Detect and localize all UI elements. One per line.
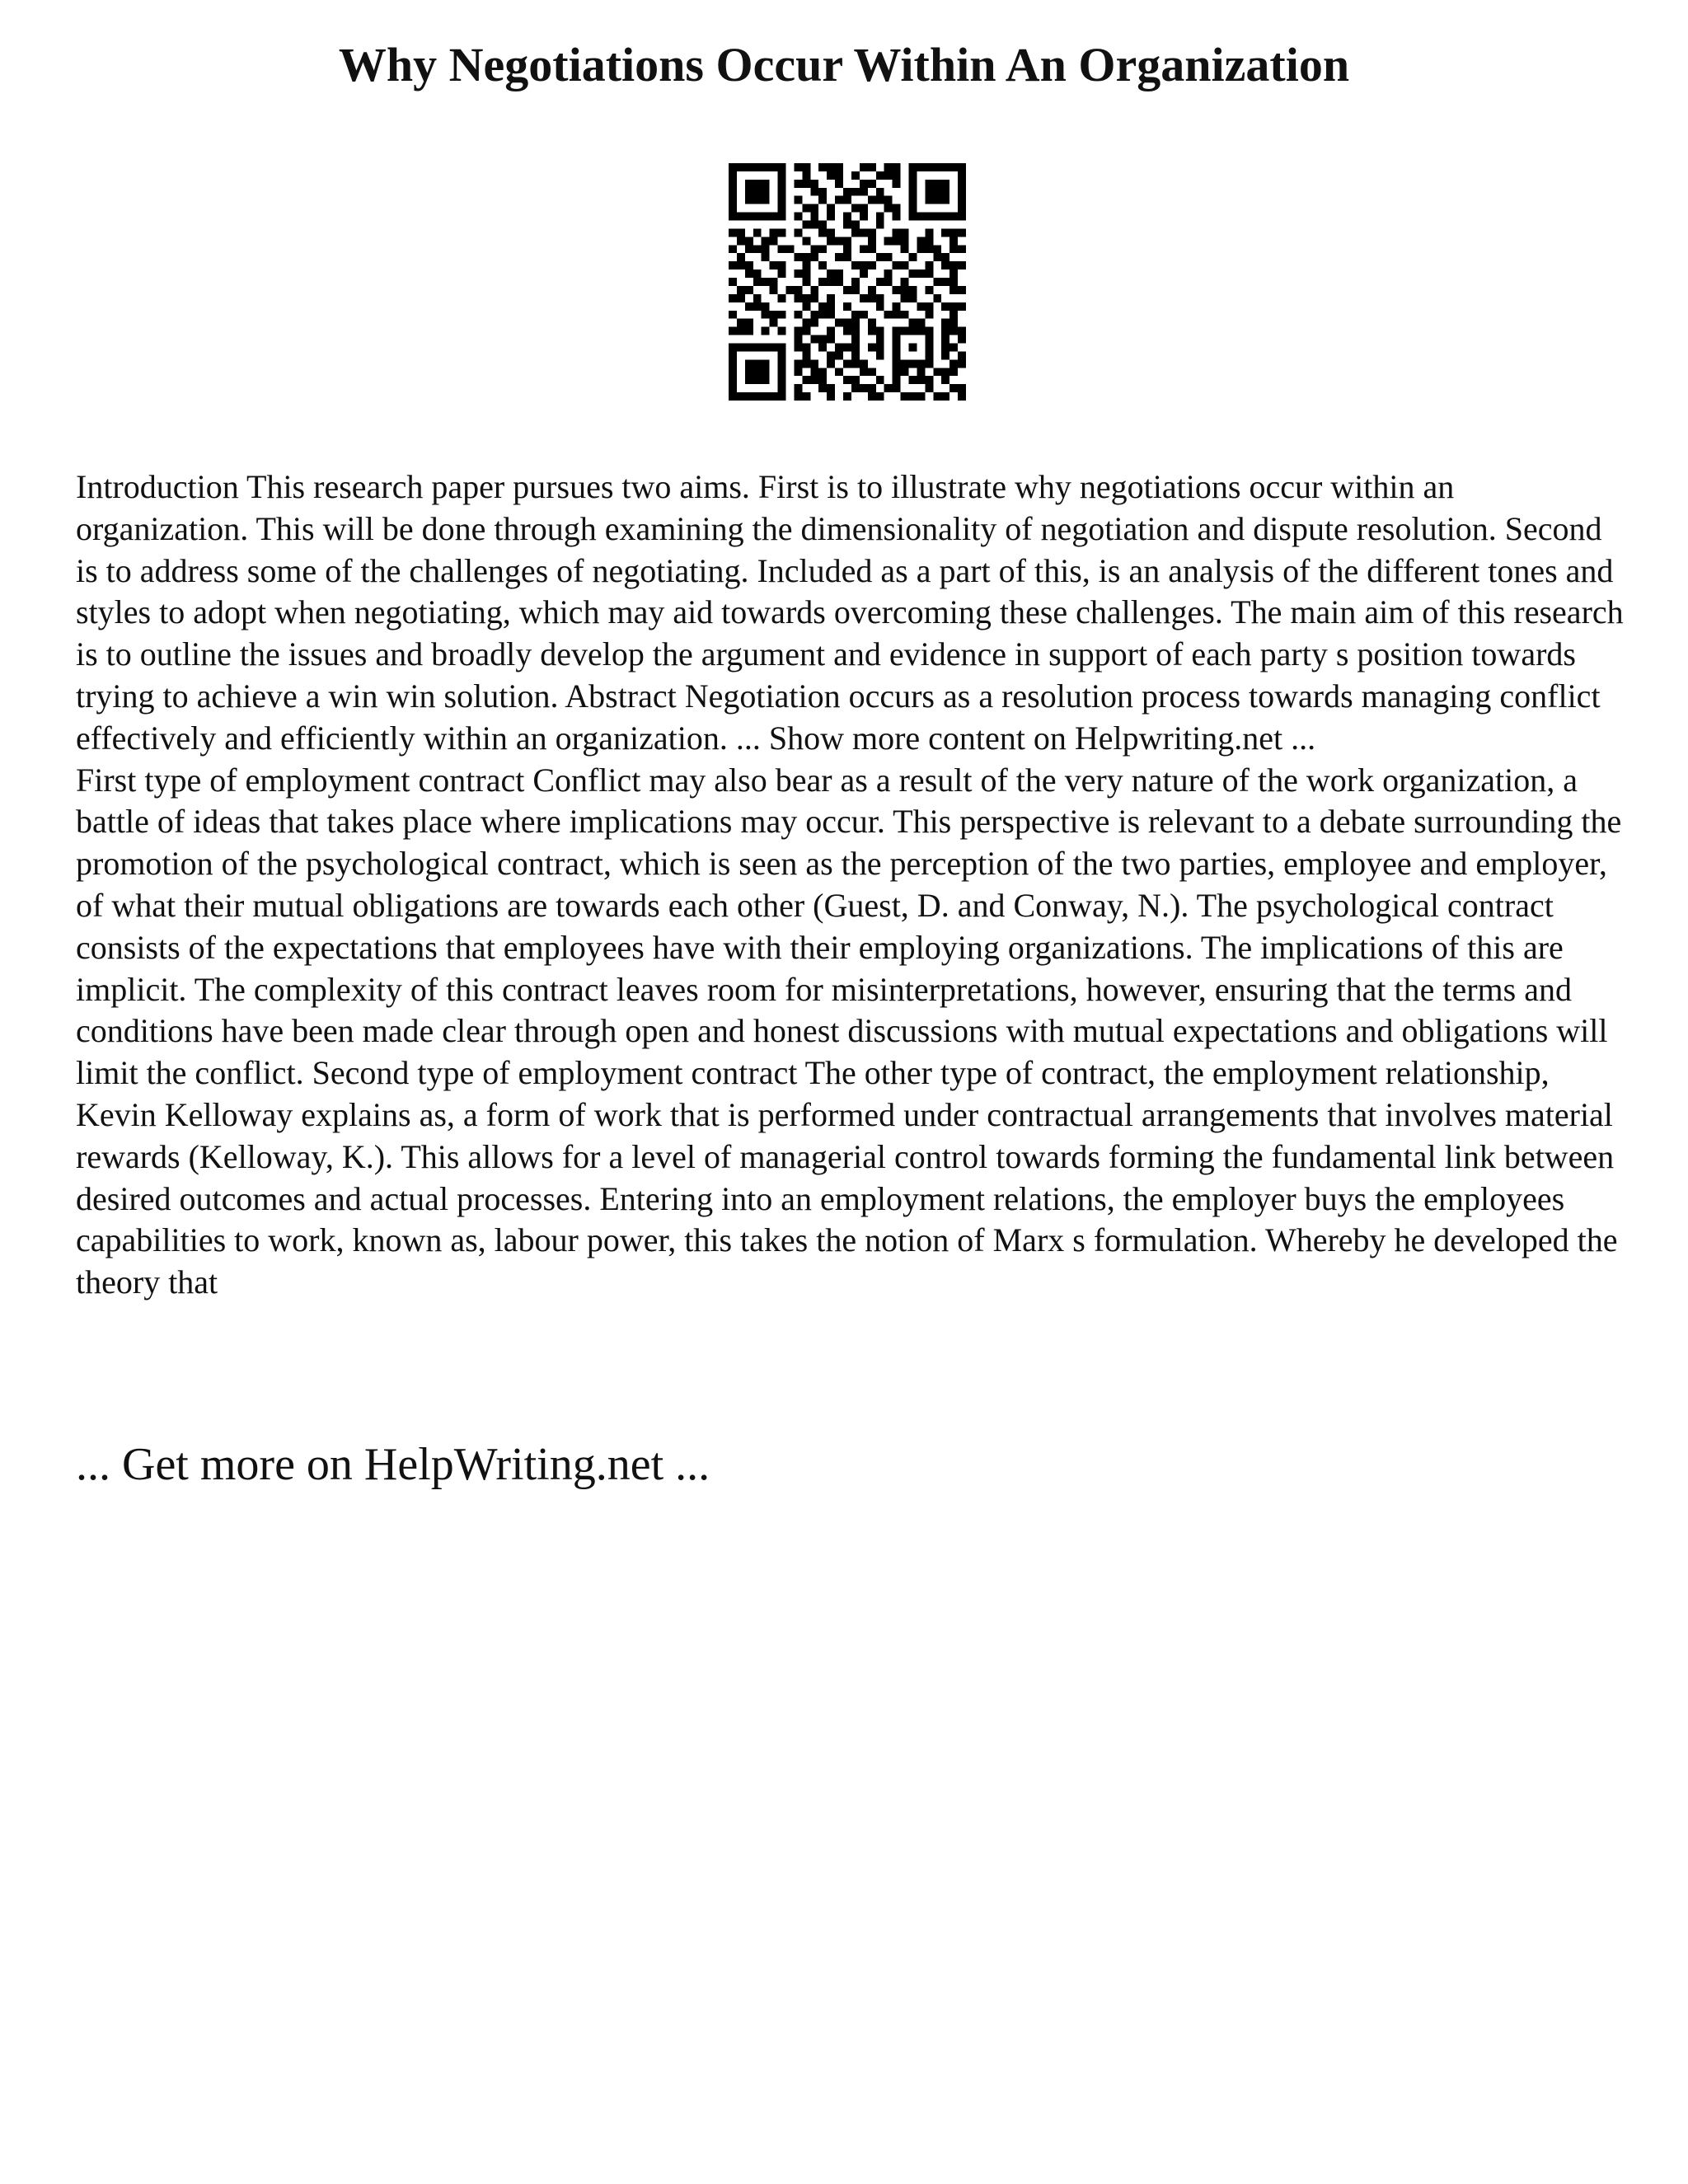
paragraph-introduction: Introduction This research paper pursues two aims. First is to illustrate why negotiations occur within an organization. This will be done through examining the dimensionality of negotiation and dispute resolution. Second is to address some of the challenges of negotiating. Included as a part of this, is an analysis of the different tones and styles to adopt when negotiating, which may aid towards overcoming these challenges. The main aim of this research is to outline the issues and broadly develop the argument and evidence in support of each party s position towards trying to achieve a win win solution. Abstract Negotiation occurs as a resolution process towards managing conflict effectively and efficiently within an organization. ... Show more content on Helpwriting.net ...	[76, 468, 1624, 757]
paragraph-employment-contract: First type of employment contract Conflict may also bear as a result of the very nature of the work organization, a battle of ideas that takes place where implications may occur. This perspective is relevant to a debate surrounding the promotion of the psychological contract, which is seen as the perception of the two parties, employee and employer, of what their mutual obligations are towards each other (Guest, D. and Conway, N.). The psychological contract consists of the expectations that employees have with their employing organizations. The implications of this are implicit. The complexity of this contract leaves room for misinterpretations, however, ensuring that the terms and conditions have been made clear through open and honest discussions with mutual expectations and obligations will limit the conflict. Second type of employment contract The other type of contract, the employment relationship, Kevin Kelloway explains as, a form of work that is performed under contractual arrangements that involves material rewards (Kelloway, K.). This allows for a level of managerial control towards forming the fundamental link between desired outcomes and actual processes. Entering into an employment relations, the employer buys the employees capabilities to work, known as, labour power, this takes the notion of Marx s formulation. Whereby he developed the theory that	[76, 761, 1622, 1301]
get-more-link[interactable]: ... Get more on HelpWriting.net ...	[76, 1439, 710, 1490]
qr-code-icon	[729, 163, 966, 401]
article-body	[76, 466, 1625, 1304]
page-title: Why Negotiations Occur Within An Organization	[338, 38, 1350, 91]
